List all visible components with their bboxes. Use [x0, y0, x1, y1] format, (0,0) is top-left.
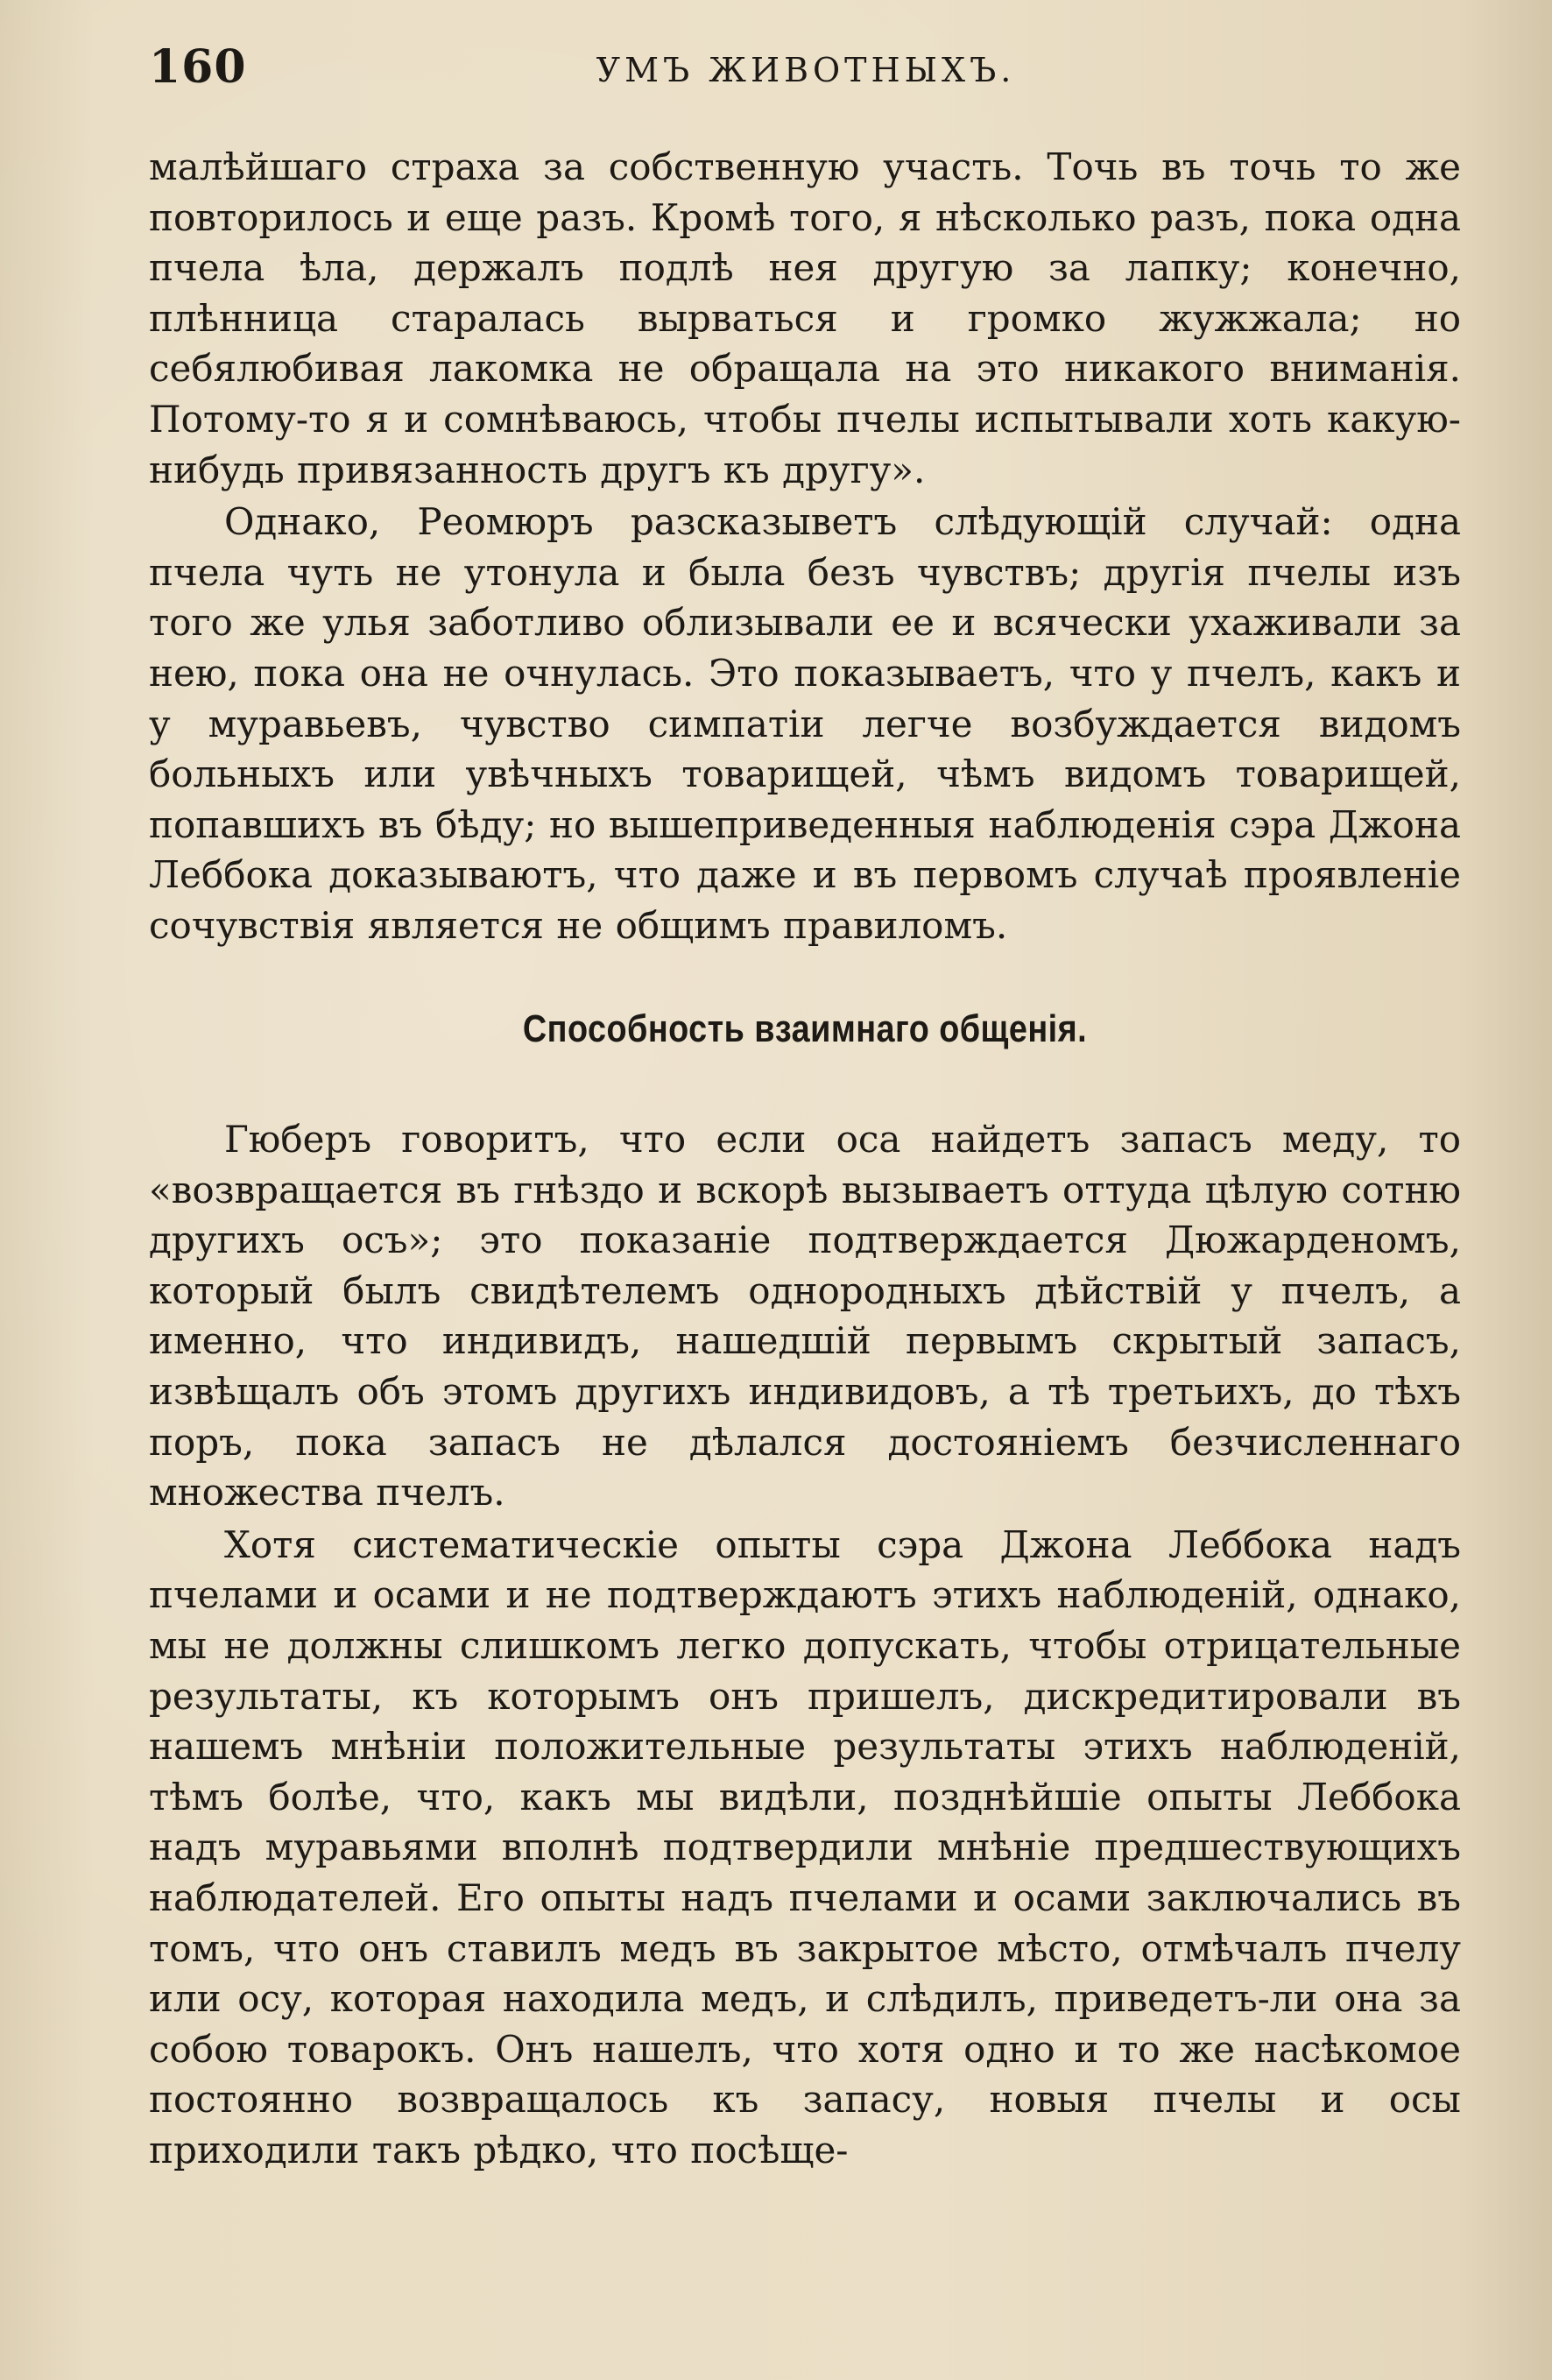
paragraph-reaumur: Однако, Реомюръ разсказыветъ слѣдующій случай: одна пчела чуть не утонула и была безъ чувствъ; другія пчелы изъ того же улья заботливо облизывали ее и всячески ухаживали за нею, пока она не очнулась. Это показываетъ, что у пчелъ, какъ и у муравьевъ, чувство симпатіи легче возбуждается видомъ больныхъ или увѣчныхъ товарищей, чѣмъ видомъ товарищей, попавшихъ въ бѣду; но вышеприведенныя наблюденія сэра Джона Леббока доказываютъ, что даже и въ первомъ случаѣ проявленіе сочувствія является не общимъ правиломъ.: [149, 500, 1461, 947]
section-heading: Способность взаимнаго общенія.: [522, 1007, 1088, 1050]
body-text-top: [149, 142, 1461, 951]
page-number: 160: [149, 40, 247, 94]
paragraph-lubbock: Хотя систематическіе опыты сэра Джона Леббока надъ пчелами и осами и не подтверждаютъ этихъ наблюденій, однако, мы не должны слишкомъ легко допускать, чтобы отрицательные результаты, къ которымъ онъ пришелъ, дискредитировали въ нашемъ мнѣніи положительные результаты этихъ наблюденій, тѣмъ болѣе, что, какъ мы видѣли, позднѣйшіе опыты Леббока надъ муравьями вполнѣ подтвердили мнѣніе предшествующихъ наблюдателей. Его опыты надъ пчелами и осами заключались въ томъ, что онъ ставилъ медъ въ закрытое мѣсто, отмѣчалъ пчелу или осу, которая находила медъ, и слѣдилъ, приведетъ-ли она за собою товарокъ. Онъ нашелъ, что хотя одно и то же насѣкомое постоянно возвращалось къ запасу, новыя пчелы и осы приходили такъ рѣдко, что посѣще-: [149, 1522, 1461, 2172]
page-header: [149, 40, 1463, 110]
paragraph-huber: Гюберъ говоритъ, что если оса найдетъ запасъ меду, то «возвращается въ гнѣздо и вскорѣ вызываетъ оттуда цѣлую сотню другихъ осъ»; это показаніе подтверждается Дюжарденомъ, который былъ свидѣтелемъ однородныхъ дѣйствій у пчелъ, а именно, что индивидъ, нашедшій первымъ скрытый запасъ, извѣщалъ объ этомъ другихъ индивидовъ, а тѣ третьихъ, до тѣхъ поръ, пока запасъ не дѣлался достояніемъ безчисленнаго множества пчелъ.: [149, 1118, 1461, 1515]
paragraph-continuation: малѣйшаго страха за собственную участь. Точь въ точь то же повторилось и еще разъ. Кромѣ того, я нѣсколько разъ, пока одна пчела ѣла, держалъ подлѣ нея другую за лапку; конечно, плѣнница старалась вырваться и громко жужжала; но себялюбивая лакомка не обращала на это никакого вниманія. Потому-то я и сомнѣваюсь, чтобы пчелы испытывали хоть какую-нибудь привязанность другъ къ другу».: [149, 145, 1461, 491]
running-head: УМЪ ЖИВОТНЫХЪ.: [596, 51, 1016, 89]
body-text-bottom: [149, 1114, 1461, 2175]
